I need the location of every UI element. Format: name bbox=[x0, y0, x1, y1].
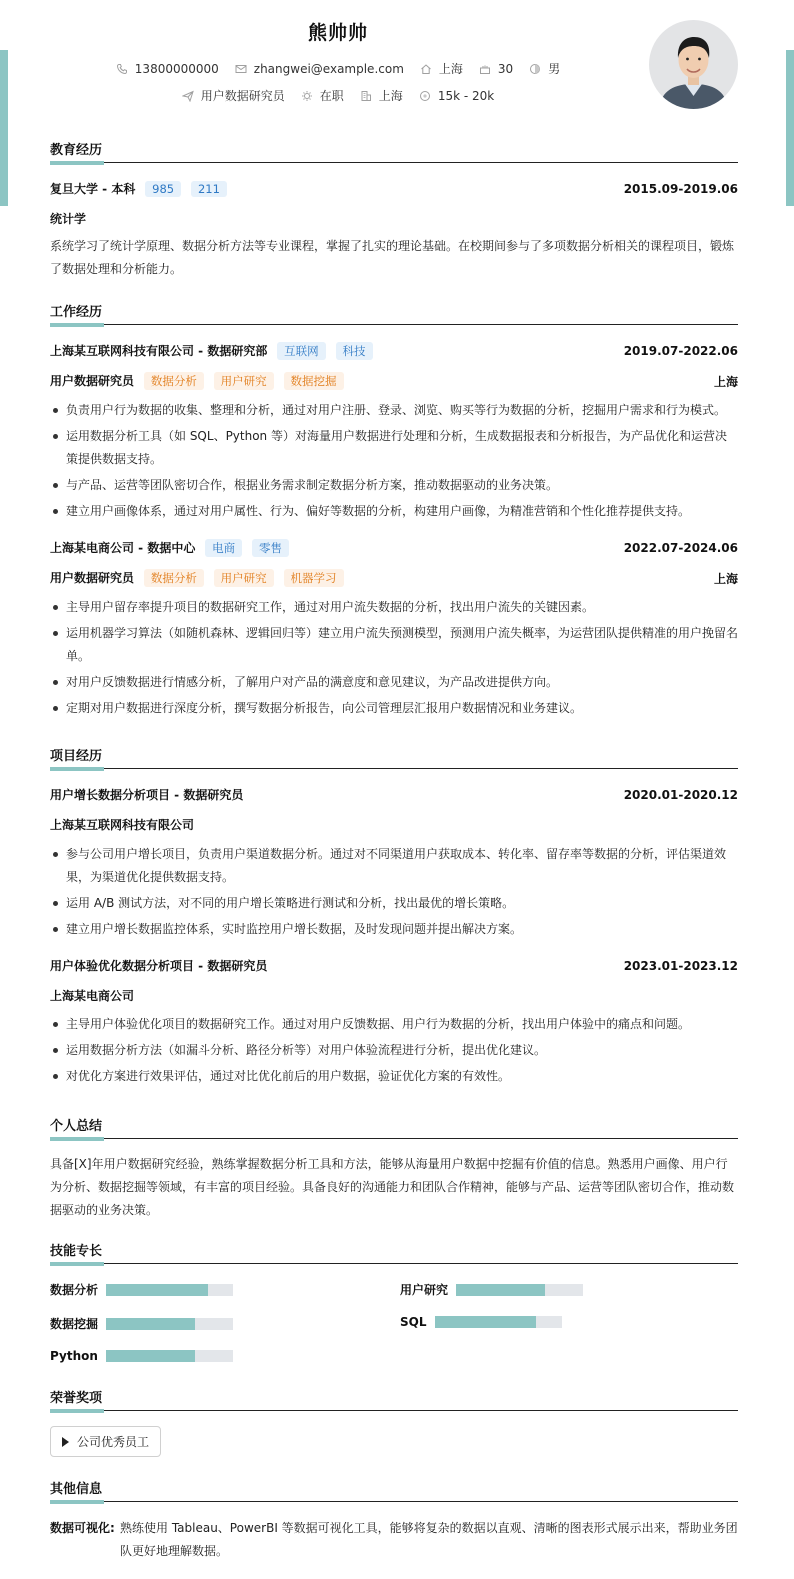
education-header-row bbox=[50, 180, 738, 197]
skill-item bbox=[400, 1315, 562, 1329]
location-text: 上海 bbox=[438, 62, 463, 76]
work-company-group bbox=[50, 342, 373, 360]
work-dates: 2019.07-2022.06 bbox=[623, 344, 738, 358]
list-item: 参与公司用户增长项目，负责用户渠道数据分析。通过对不同渠道用户获取成本、转化率、留存率等数据的分析，评估渠道效果，为渠道优化提供数据支持。 bbox=[50, 843, 738, 889]
play-icon bbox=[62, 1437, 69, 1447]
list-item: 运用机器学习算法（如随机森林、逻辑回归等）建立用户流失预测模型，预测用户流失概率，为运营团队提供精准的用户挽留名单。 bbox=[50, 622, 738, 668]
section-title-work bbox=[50, 301, 738, 325]
work-industry-tag: 电商 bbox=[205, 539, 242, 557]
skill-bar bbox=[456, 1284, 583, 1296]
project-company: 上海某互联网科技有限公司 bbox=[50, 818, 195, 832]
other-info-label: 数据可视化: bbox=[50, 1521, 115, 1535]
age-icon bbox=[479, 63, 491, 75]
phone-item bbox=[116, 62, 219, 76]
contact-row bbox=[0, 60, 676, 77]
status-item bbox=[301, 87, 344, 104]
section-accent-mark bbox=[50, 767, 104, 771]
section-title-text: 个人总结 bbox=[50, 1119, 103, 1134]
job-intent-row bbox=[0, 87, 676, 104]
section-title-education bbox=[50, 139, 738, 163]
work-bullet-list bbox=[50, 596, 738, 723]
work-industry-tag: 互联网 bbox=[277, 342, 326, 360]
work-industry-tag: 零售 bbox=[252, 539, 289, 557]
work-skill-tag: 数据分析 bbox=[144, 569, 204, 587]
skill-name: 数据挖掘 bbox=[50, 1317, 99, 1331]
position-item bbox=[182, 87, 285, 104]
building-icon bbox=[360, 90, 372, 102]
status-icon bbox=[301, 90, 313, 102]
resume-header bbox=[0, 0, 794, 128]
skill-bar-fill bbox=[456, 1284, 545, 1296]
work-city: 上海 bbox=[713, 374, 738, 389]
location-item bbox=[420, 60, 463, 77]
work-skill-tag: 数据挖掘 bbox=[284, 372, 344, 390]
list-item: 主导用户留存率提升项目的数据研究工作，通过对用户流失数据的分析，找出用户流失的关键因素。 bbox=[50, 596, 738, 619]
send-icon bbox=[182, 90, 194, 102]
section-title-text: 技能专长 bbox=[50, 1244, 103, 1259]
list-item: 与产品、运营等团队密切合作，根据业务需求制定数据分析方案，推动数据驱动的业务决策。 bbox=[50, 474, 738, 497]
education-tag: 211 bbox=[191, 181, 227, 197]
education-tag: 985 bbox=[145, 181, 181, 197]
work-company-group bbox=[50, 539, 289, 557]
work-role-row bbox=[50, 372, 738, 390]
section-title-summary bbox=[50, 1115, 738, 1139]
project-header-row bbox=[50, 786, 738, 803]
section-accent-mark bbox=[50, 1409, 104, 1413]
project-title: 用户体验优化数据分析项目 - 数据研究员 bbox=[50, 959, 268, 973]
section-accent-mark bbox=[50, 161, 104, 165]
section-accent-mark bbox=[50, 1262, 104, 1266]
work-company: 上海某电商公司 - 数据中心 bbox=[50, 541, 196, 555]
section-title-projects bbox=[50, 745, 738, 769]
list-item: 运用数据分析方法（如漏斗分析、路径分析等）对用户体验流程进行分析，提出优化建议。 bbox=[50, 1039, 738, 1062]
section-accent-mark bbox=[50, 323, 104, 327]
skill-item bbox=[50, 1315, 233, 1332]
list-item: 建立用户画像体系，通过对用户属性、行为、偏好等数据的分析，构建用户画像，为精准营销和个性化推荐提供支持。 bbox=[50, 500, 738, 523]
summary-text: 具备[X]年用户数据研究经验，熟练掌握数据分析工具和方法，能够从海量用户数据中挖掘有价值的信息。熟悉用户画像、用户行为分析、数据挖掘等领域，有丰富的项目经验。具备良好的沟通能力和团队合作精神，能够与产品、运营等团队密切合作，推动数据驱动的业务决策。 bbox=[50, 1157, 735, 1217]
work-skill-tag: 数据分析 bbox=[144, 372, 204, 390]
skill-bar bbox=[435, 1316, 562, 1328]
work-dates: 2022.07-2024.06 bbox=[623, 541, 738, 555]
work-bullet-list bbox=[50, 399, 738, 526]
education-school: 复旦大学 - 本科 bbox=[50, 182, 136, 196]
home-icon bbox=[420, 63, 432, 75]
project-dates: 2023.01-2023.12 bbox=[623, 958, 738, 973]
list-item: 负责用户行为数据的收集、整理和分析，通过对用户注册、登录、浏览、购买等行为数据的分析，挖掘用户需求和行为模式。 bbox=[50, 399, 738, 422]
education-dates: 2015.09-2019.06 bbox=[623, 181, 738, 196]
work-role: 用户数据研究员 bbox=[50, 571, 135, 585]
skill-name: SQL bbox=[400, 1315, 427, 1329]
skill-bar bbox=[106, 1350, 233, 1362]
salary-item bbox=[419, 89, 494, 103]
skill-item bbox=[400, 1281, 583, 1298]
city-text: 上海 bbox=[378, 89, 403, 103]
section-title-text: 教育经历 bbox=[50, 143, 103, 158]
work-skill-tag: 用户研究 bbox=[214, 372, 274, 390]
city-item bbox=[360, 87, 403, 104]
work-city: 上海 bbox=[713, 571, 738, 586]
age-text: 30 bbox=[497, 61, 514, 76]
email-text: zhangwei@example.com bbox=[253, 61, 404, 76]
gender-icon bbox=[529, 63, 541, 75]
project-title: 用户增长数据分析项目 - 数据研究员 bbox=[50, 788, 244, 802]
position-text: 用户数据研究员 bbox=[200, 89, 285, 103]
work-role-row bbox=[50, 569, 738, 587]
skill-bar-fill bbox=[106, 1350, 195, 1362]
section-title-text: 工作经历 bbox=[50, 305, 103, 320]
mail-icon bbox=[235, 63, 247, 75]
list-item: 运用 A/B 测试方法，对不同的用户增长策略进行测试和分析，找出最优的增长策略。 bbox=[50, 892, 738, 915]
skill-bar-fill bbox=[106, 1284, 208, 1296]
work-role: 用户数据研究员 bbox=[50, 374, 135, 388]
work-company: 上海某互联网科技有限公司 - 数据研究部 bbox=[50, 344, 268, 358]
candidate-name: 熊帅帅 bbox=[307, 22, 368, 44]
phone-text: 13800000000 bbox=[134, 61, 219, 76]
work-role-group bbox=[50, 569, 344, 587]
list-item: 主导用户体验优化项目的数据研究工作。通过对用户反馈数据、用户行为数据的分析，找出用户体验中的痛点和问题。 bbox=[50, 1013, 738, 1036]
skill-bar-fill bbox=[435, 1316, 537, 1328]
skill-bar bbox=[106, 1284, 233, 1296]
section-title-honors bbox=[50, 1387, 738, 1411]
skill-item bbox=[50, 1349, 233, 1363]
honor-label: 公司优秀员工 bbox=[77, 1435, 150, 1449]
education-school-group bbox=[50, 180, 227, 197]
other-info-text: 熟练使用 Tableau、PowerBI 等数据可视化工具，能够将复杂的数据以直观、清晰的图表形式展示出来，帮助业务团队更好地理解数据。 bbox=[120, 1521, 738, 1558]
email-item bbox=[235, 62, 404, 76]
list-item: 建立用户增长数据监控体系，实时监控用户增长数据，及时发现问题并提出解决方案。 bbox=[50, 918, 738, 941]
list-item: 定期对用户数据进行深度分析，撰写数据分析报告，向公司管理层汇报用户数据情况和业务建议。 bbox=[50, 697, 738, 720]
work-role-group bbox=[50, 372, 344, 390]
phone-icon bbox=[116, 63, 128, 75]
skill-name: 用户研究 bbox=[400, 1283, 449, 1297]
project-header-row bbox=[50, 957, 738, 974]
skill-item bbox=[50, 1281, 233, 1298]
skill-name: Python bbox=[50, 1349, 98, 1363]
skill-bar bbox=[106, 1318, 233, 1330]
list-item: 对优化方案进行效果评估，通过对比优化前后的用户数据，验证优化方案的有效性。 bbox=[50, 1065, 738, 1088]
salary-text: 15k - 20k bbox=[437, 88, 495, 103]
gender-item bbox=[529, 60, 560, 77]
work-header-row bbox=[50, 539, 738, 557]
education-major: 统计学 bbox=[50, 212, 87, 226]
project-bullet-list bbox=[50, 843, 738, 944]
section-title-text: 其他信息 bbox=[50, 1482, 103, 1497]
avatar bbox=[649, 20, 738, 109]
project-bullet-list bbox=[50, 1013, 738, 1091]
section-accent-mark bbox=[50, 1137, 104, 1141]
work-industry-tag: 科技 bbox=[336, 342, 373, 360]
project-company: 上海某电商公司 bbox=[50, 989, 135, 1003]
section-title-text: 项目经历 bbox=[50, 749, 103, 764]
age-item bbox=[479, 62, 513, 76]
work-header-row bbox=[50, 342, 738, 360]
section-title-other bbox=[50, 1478, 738, 1502]
education-description: 系统学习了统计学原理、数据分析方法等专业课程，掌握了扎实的理论基础。在校期间参与了多项数据分析相关的课程项目，锻炼了数据处理和分析能力。 bbox=[50, 239, 735, 276]
section-title-skills bbox=[50, 1240, 738, 1264]
project-dates: 2020.01-2020.12 bbox=[623, 787, 738, 802]
section-title-text: 荣誉奖项 bbox=[50, 1391, 103, 1406]
honor-item[interactable] bbox=[50, 1426, 161, 1457]
section-accent-mark bbox=[50, 1500, 104, 1504]
salary-icon bbox=[419, 90, 431, 102]
work-skill-tag: 机器学习 bbox=[284, 569, 344, 587]
list-item: 运用数据分析工具（如 SQL、Python 等）对海量用户数据进行处理和分析，生成数据报表和分析报告，为产品优化和运营决策提供数据支持。 bbox=[50, 425, 738, 471]
list-item: 对用户反馈数据进行情感分析，了解用户对产品的满意度和意见建议，为产品改进提供方向。 bbox=[50, 671, 738, 694]
work-skill-tag: 用户研究 bbox=[214, 569, 274, 587]
status-text: 在职 bbox=[319, 89, 344, 103]
gender-text: 男 bbox=[548, 62, 561, 76]
skill-bar-fill bbox=[106, 1318, 195, 1330]
other-info-row bbox=[50, 1517, 738, 1563]
skill-name: 数据分析 bbox=[50, 1283, 99, 1297]
